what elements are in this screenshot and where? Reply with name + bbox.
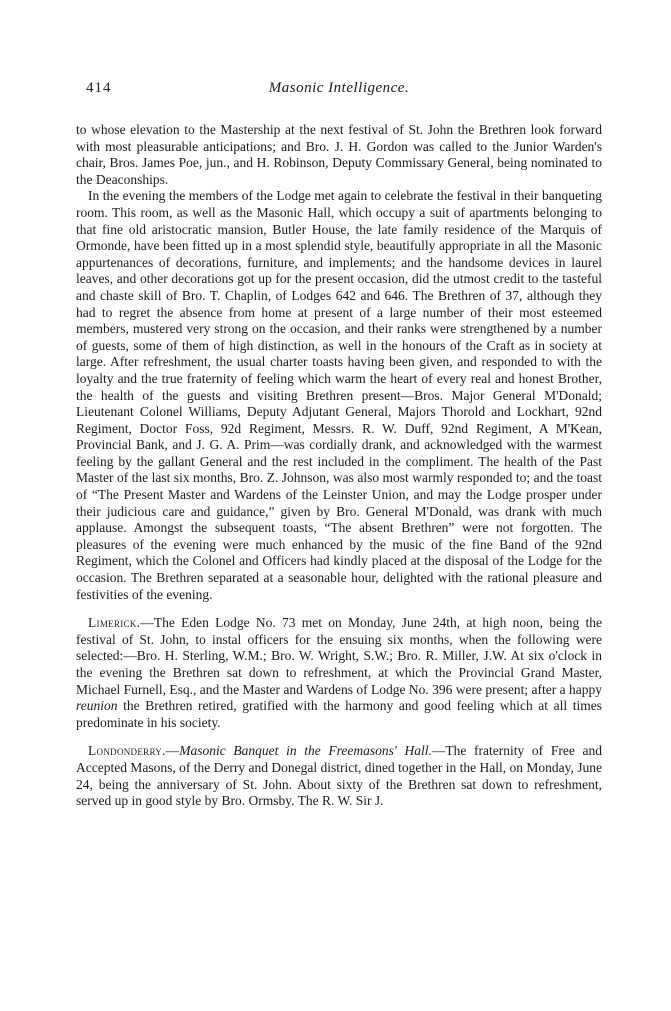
londonderry-text: —The fraternity of Free and Accepted Masons, of the Derry and Donegal district, dined together in the Hall, on Monday, June 24, being the anniversary of St. John. About sixty of the Brethren sat down to refreshment, served up in good style by Bro. Ormsby. The R. W. Sir J. <box>76 743 603 809</box>
page-number: 414 <box>86 80 112 96</box>
running-title: Masonic Intelligence. <box>268 80 410 96</box>
limerick-italic-word: reunion <box>76 698 118 714</box>
place-name-limerick: Limerick. <box>88 615 141 631</box>
paragraph-evening-banquet: In the evening the members of the Lodge met again to celebrate the festival in their banqueting room. This room, as well as the Masonic Hall, which occupy a suit of apartments belonging to that fine old aristocratic mansion, Butler House, the late family residence of the Marquis of Ormonde, have been fitted up in a most splendid style, beautifully appropriate in all the Masonic appurtenances of decorations, furniture, and implements; and the handsome devices in laurel leaves, and other decorations got up for the present occasion, did the utmost credit to the tasteful and chaste skill of Bro. T. Chaplin, of Lodges 642 and 646. The Brethren of 37, although they had to regret the absence from home at present of a large number of their most esteemed members, mustered very strong on the occasion, and their ranks were strengthened by a number of guests, some of them of high distinction, as well in the honours of the Craft as in society at large. After refreshment, the usual charter toasts having been given, and responded to with the loyalty and the true fraternity of feeling which warm the heart of every real and honest Brother, the health of the guests and visiting Brethren present—Bros. Major General M'Donald; Lieutenant Colonel Williams, Deputy Adjutant General, Majors Thorold and Lockhart, 92nd Regiment, Doctor Foss, 92d Regiment, Messrs. R. W. Duff, 92nd Regiment, A M'Kean, Provincial Bank, and J. G. A. Prim—was cordially drank, and acknowledged with the warmest feeling by the gallant General and the rest included in the compliment. The health of the Past Master of the last six months, Bro. Z. Johnson, was also most warmly responded to; and the toast of “The Present Master and Wardens of the Leinster Union, and may the Lodge prosper under their judicious care and guidance,” given by Bro. General M'Donald, was drank with much applause. Amongst the subsequent toasts, “The absent Brethren” were not forgotten. The pleasures of the evening were much enhanced by the music of the fine Band of the 92nd Regiment, which the Colonel and Officers had kindly placed at the disposal of the Lodge for the occasion. The Brethren separated at a seasonable hour, delighted with the rational pleasure and festivities of the evening. <box>76 188 602 602</box>
paragraph-limerick <box>76 615 602 731</box>
londonderry-heading: Masonic Banquet in the Freemasons' Hall. <box>179 743 432 759</box>
page <box>76 80 602 810</box>
paragraph-londonderry <box>76 743 602 809</box>
londonderry-dash: — <box>165 743 180 759</box>
limerick-text-b: the Brethren retired, gratified with the harmony and good feeling which at all times predominate in his society. <box>76 698 602 730</box>
limerick-text-a: —The Eden Lodge No. 73 met on Monday, June 24th, at high noon, being the festival of St. John, to instal officers for the ensuing six months, when the following were selected:—Bro. H. Sterling, W.M.; Bro. W. Wright, S.W.; Bro. R. Miller, J.W. At six o'clock in the evening the Brethren sat down to refreshment, at which the Provincial Grand Master, Michael Furnell, Esq., and the Master and Wardens of Lodge No. 396 were present; after a happy <box>76 615 602 697</box>
paragraph-continuation: to whose elevation to the Mastership at the next festival of St. John the Brethren look forward with most pleasurable anticipations; and Bro. J. H. Gordon was called to the Junior Warden's chair, Bros. James Poe, jun., and H. Robinson, Deputy Commissary General, being nominated to the Deaconships. <box>76 122 602 187</box>
place-name-londonderry: Londonderry. <box>88 743 166 759</box>
running-head <box>76 80 602 102</box>
